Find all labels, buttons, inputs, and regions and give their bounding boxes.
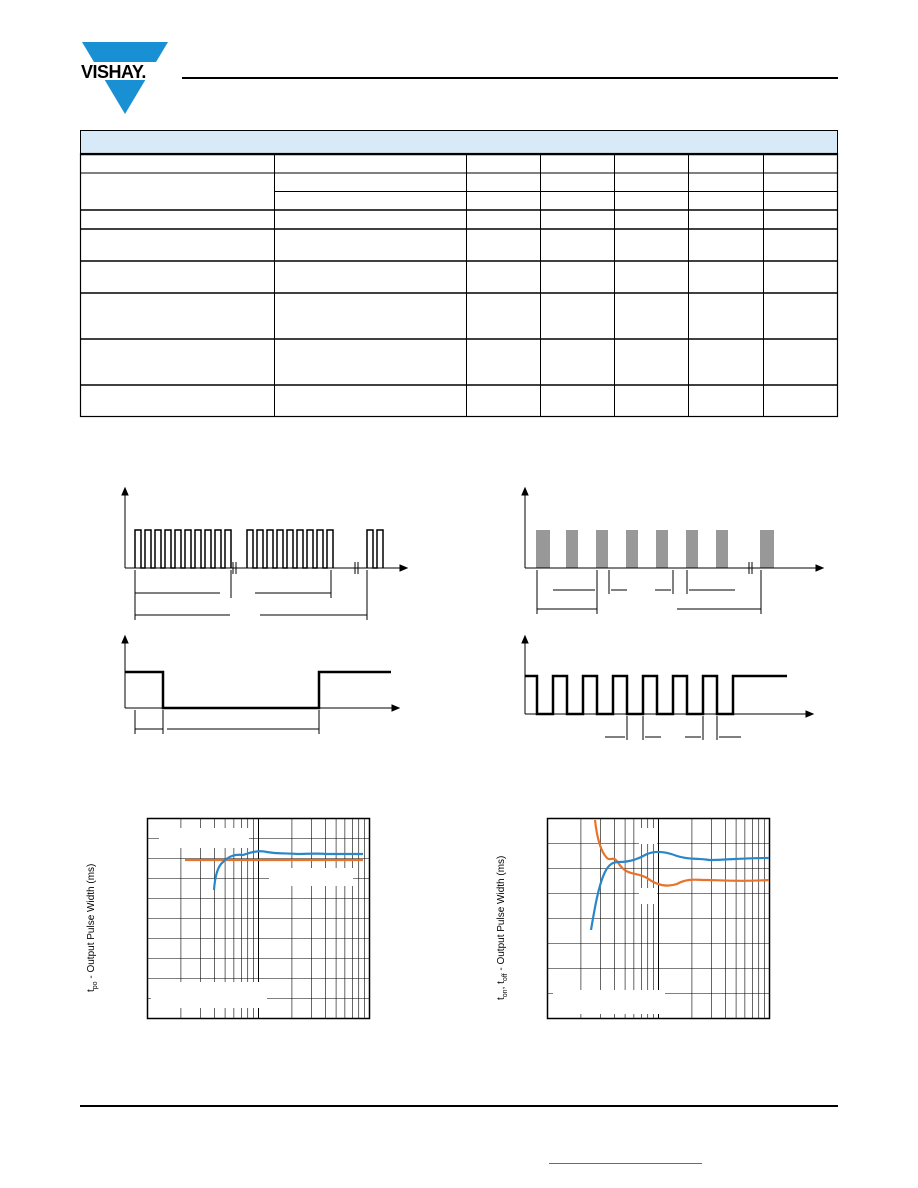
- legend-box-mid: [639, 888, 657, 904]
- right-graph: [547, 818, 771, 1020]
- ylabel-subscript: po: [92, 981, 99, 990]
- spec-table: [80, 130, 838, 417]
- legend-box-bottom: [553, 990, 665, 1014]
- ylabel-text: - Output Pulse Width (ms): [496, 855, 507, 974]
- output-pulse-diagram-left: [115, 636, 405, 736]
- table-title-bar: [81, 131, 838, 154]
- ylabel-subscript: off: [502, 973, 509, 982]
- pulse-burst-3: [367, 530, 383, 568]
- legend-box-mid: [269, 868, 353, 886]
- output-wave-diagram-right: [515, 636, 825, 746]
- ylabel-subscript: on: [502, 989, 509, 998]
- dimension-arrows: [135, 710, 319, 734]
- right-graph-grid: [547, 818, 769, 1018]
- footer-link-underline[interactable]: [549, 1163, 702, 1164]
- dimension-arrows: [537, 570, 761, 614]
- footer-rule: [80, 1105, 838, 1107]
- burst-timing-diagram-right: [515, 488, 825, 618]
- burst-timing-diagram-left: [115, 488, 405, 628]
- dense-pulse-bursts: [537, 530, 773, 568]
- legend-box-top: [639, 828, 657, 844]
- dimension-arrows: [605, 716, 741, 740]
- output-pulse-trace: [125, 672, 391, 708]
- ylabel-main: t: [86, 989, 97, 992]
- ylabel-mid: , t: [496, 981, 507, 990]
- series-orange: [595, 820, 769, 886]
- dimension-arrows: [135, 570, 367, 620]
- left-graph: [147, 818, 371, 1020]
- ylabel-text: - Output Pulse Width (ms): [86, 863, 97, 982]
- legend-box-top: [159, 828, 249, 848]
- legend-box-bottom: [151, 982, 267, 1008]
- pulse-burst-1: [135, 530, 231, 568]
- output-wave-trace: [525, 676, 787, 714]
- header-rule: [182, 77, 838, 79]
- table-grid: [80, 154, 838, 418]
- left-graph-ylabel: [86, 864, 99, 992]
- right-graph-ylabel: [496, 856, 509, 1000]
- ylabel-main: t: [496, 997, 507, 1000]
- logo-text: VISHAY.: [81, 62, 146, 82]
- pulse-burst-2: [247, 530, 333, 568]
- vishay-logo: [78, 40, 178, 115]
